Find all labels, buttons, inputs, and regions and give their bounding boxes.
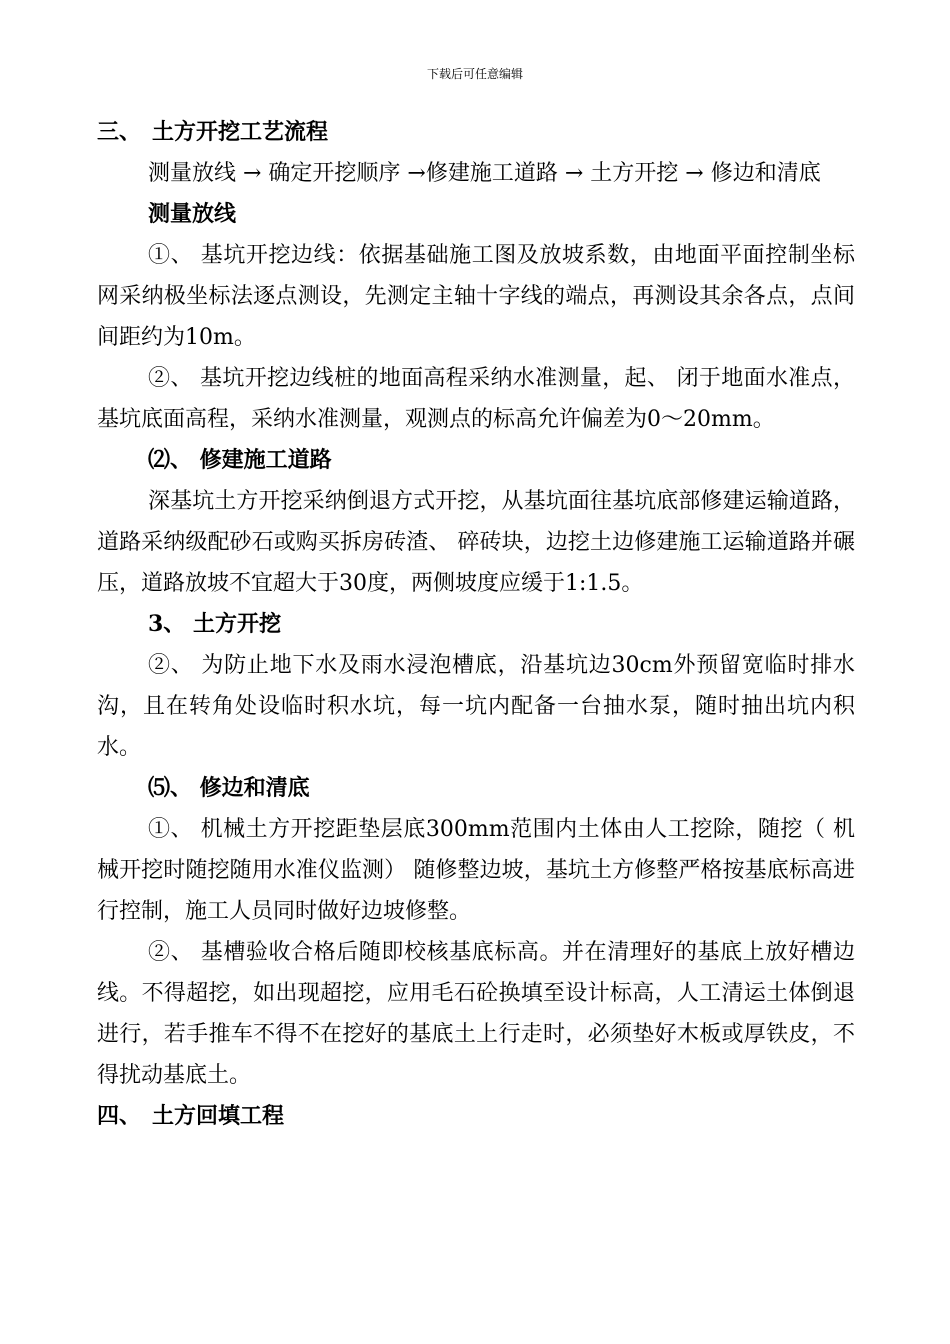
paragraph-drainage: ②、 为防止地下水及雨水浸泡槽底，沿基坑边30cm外预留宽临时排水沟，且在转角处设临时积水坑，每一坑内配备一台抽水泵，随时抽出坑内积水。 <box>97 653 855 760</box>
section-heading-backfill: 四、 土方回填工程 <box>97 1103 285 1129</box>
paragraph-trench-acceptance: ②、 基槽验收合格后随即校核基底标高。并在清理好的基底上放好槽边线。不得超挖，如出现超挖，应用毛石砼换填至设计标高，人工清运土体倒退进行，若手推车不得不在挖好的基底土上行走时，必须垫好木板或厚铁皮，不得扰动基底土。 <box>97 940 855 1088</box>
paragraph-road-construction: 深基坑土方开挖采纳倒退方式开挖，从基坑面往基坑底部修建运输道路，道路采纳级配砂石或购买拆房砖渣、 碎砖块，边挖土边修建施工运输道路并碾压，道路放坡不宜超大于30度，两侧坡度应缓于1:1.5。 <box>97 489 855 596</box>
process-flow-paragraph: 测量放线 → 确定开挖顺序 →修建施工道路 → 土方开挖 → 修边和清底 <box>148 161 821 186</box>
subheading-construction-road: ⑵、 修建施工道路 <box>148 447 332 473</box>
paragraph-manual-excavation: ①、 机械土方开挖距垫层底300mm范围内土体由人工挖除，随挖（ 机械开挖时随挖随用水准仪监测） 随修整边坡，基坑土方修整严格按基底标高进行控制，施工人员同时做好边坡修整。 <box>97 817 855 924</box>
subheading-earth-excavation: 3、 土方开挖 <box>148 611 281 637</box>
subheading-survey-layout: 测量放线 <box>148 201 237 227</box>
paragraph-elevation-survey: ②、 基坑开挖边线桩的地面高程采纳水准测量，起、 闭于地面水准点，基坑底面高程，采纳水准测量，观测点的标高允许偏差为0～20mm。 <box>97 366 855 432</box>
section-heading-excavation-process: 三、 土方开挖工艺流程 <box>97 119 329 145</box>
subheading-trimming-cleaning: ⑸、 修边和清底 <box>148 775 310 801</box>
page-header: 下载后可任意编辑 <box>426 67 523 81</box>
document-body <box>97 112 855 1137</box>
paragraph-excavation-edge: ①、 基坑开挖边线：依据基础施工图及放坡系数，由地面平面控制坐标网采纳极坐标法逐点测设，先测定主轴十字线的端点，再测设其余各点，点间间距约为10m。 <box>97 243 855 350</box>
